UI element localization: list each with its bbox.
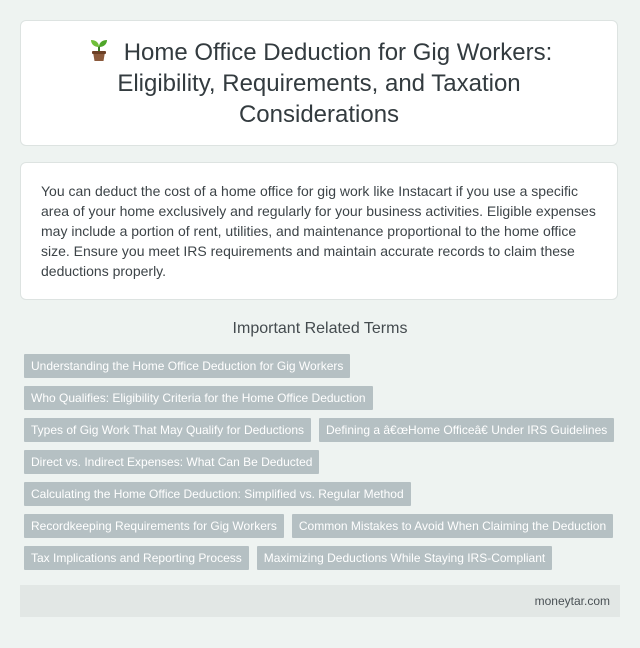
related-term-tag[interactable]: Common Mistakes to Avoid When Claiming the Deduction [292, 514, 613, 538]
related-term-tag[interactable]: Direct vs. Indirect Expenses: What Can Be Deducted [24, 450, 319, 474]
page-title [59, 37, 579, 130]
related-term-tag[interactable]: Recordkeeping Requirements for Gig Workers [24, 514, 284, 538]
intro-card [20, 162, 618, 300]
title-card [20, 20, 618, 146]
footer-site: moneytar.com [534, 594, 610, 608]
related-terms-row [20, 546, 620, 570]
related-terms-row [20, 418, 620, 442]
related-terms-heading: Important Related Terms [232, 320, 408, 337]
intro-paragraph: You can deduct the cost of a home office for gig work like Instacart if you use a specific area of your home exclusively and regularly for your business activities. Eligible expenses may include a portion of rent, utilities, and maintenance proportional to the home office size. Ensure you meet IRS requirements and maintain accurate records to claim these deductions properly. [41, 183, 596, 279]
related-term-tag[interactable]: Types of Gig Work That May Qualify for Deductions [24, 418, 311, 442]
related-term-tag[interactable]: Maximizing Deductions While Staying IRS-Compliant [257, 546, 552, 570]
related-term-tag[interactable]: Calculating the Home Office Deduction: Simplified vs. Regular Method [24, 482, 411, 506]
related-terms-list [20, 354, 620, 578]
related-term-tag[interactable]: Defining a â€œHome Officeâ€ Under IRS Guidelines [319, 418, 614, 442]
page-title-text: Home Office Deduction for Gig Workers: Eligibility, Requirements, and Taxation Considerations [117, 38, 553, 128]
related-terms-row [20, 386, 620, 410]
related-term-tag[interactable]: Tax Implications and Reporting Process [24, 546, 249, 570]
related-term-tag[interactable]: Understanding the Home Office Deduction for Gig Workers [24, 354, 350, 378]
sprout-icon [86, 37, 112, 63]
footer [20, 585, 620, 617]
related-term-tag[interactable]: Who Qualifies: Eligibility Criteria for the Home Office Deduction [24, 386, 373, 410]
related-terms-row [20, 354, 620, 378]
related-terms-row [20, 514, 620, 538]
related-terms-row [20, 450, 620, 474]
related-terms-row [20, 482, 620, 506]
